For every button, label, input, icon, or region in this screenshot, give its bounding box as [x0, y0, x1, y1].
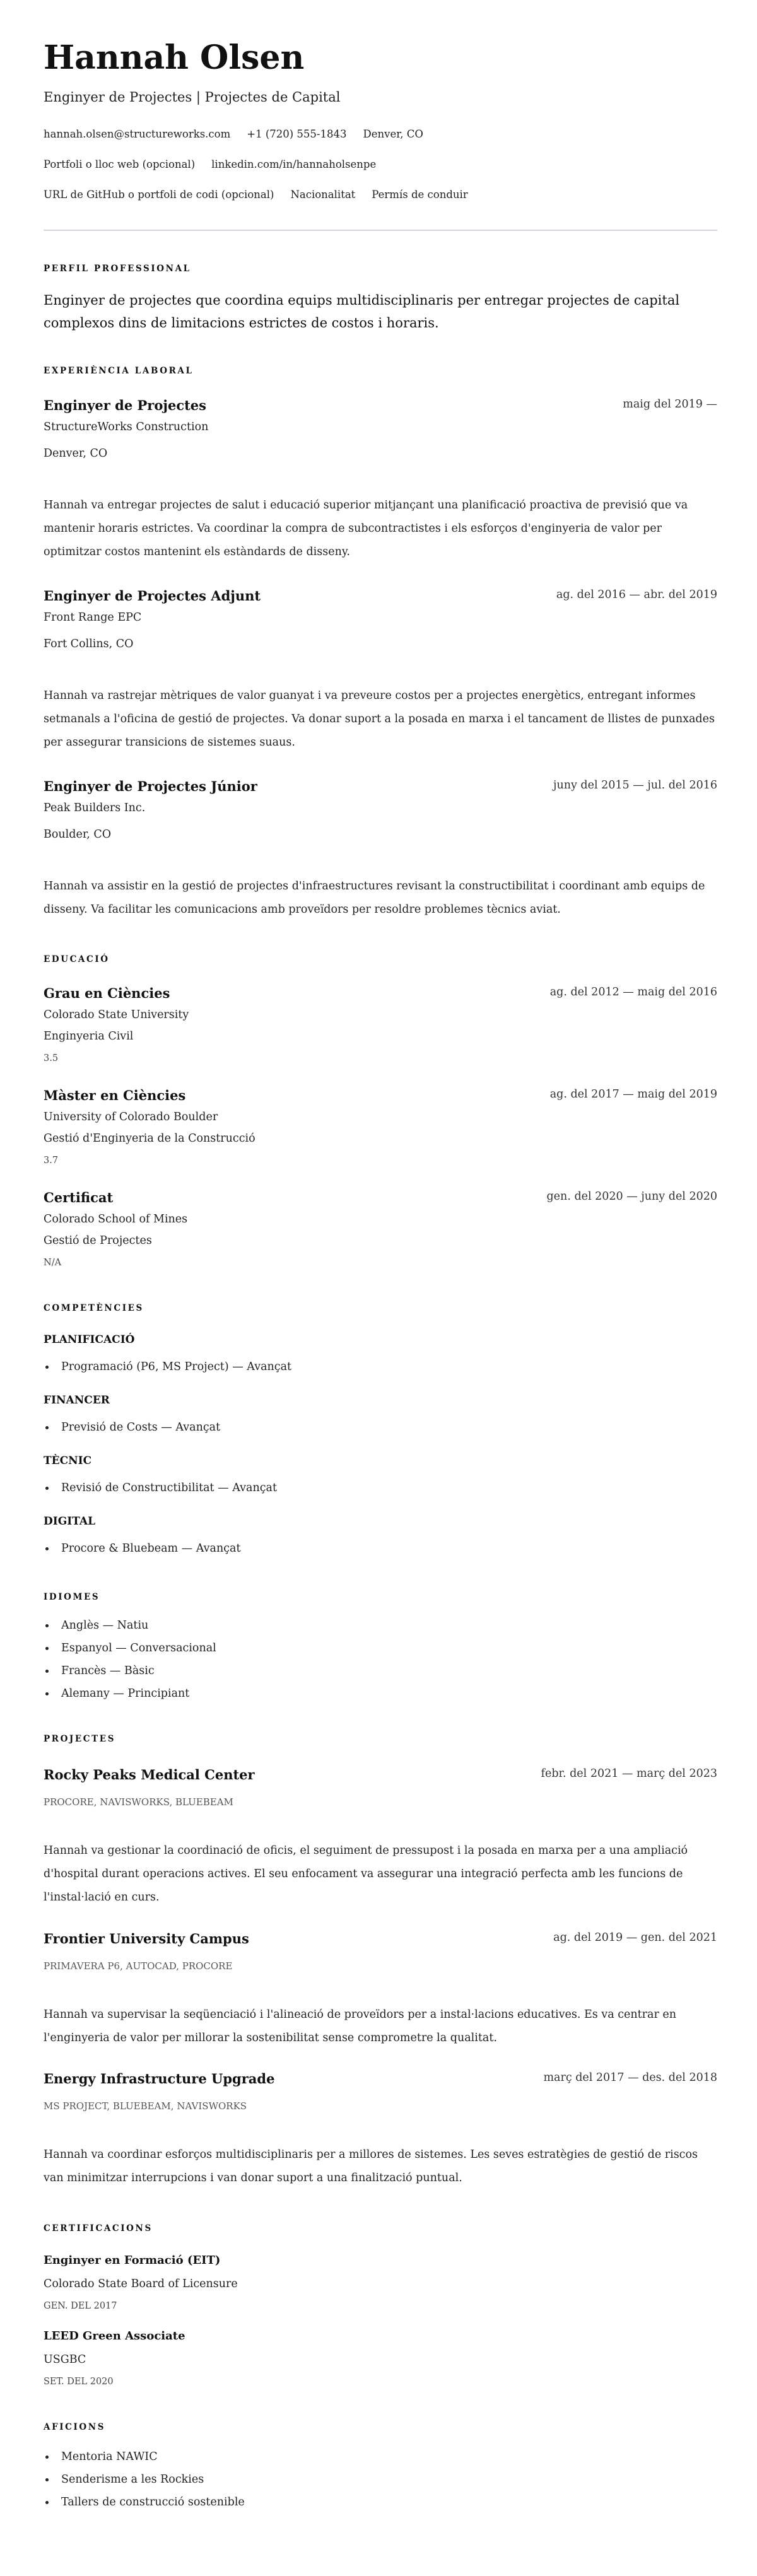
degree: Màster en Ciències — [44, 1087, 186, 1103]
job-dates: juny del 2015 — jul. del 2016 — [553, 779, 717, 792]
field-of-study: Enginyeria Civil — [44, 1030, 134, 1043]
education-entry — [44, 984, 717, 1065]
project-description: Hannah va supervisar la seqüenciació i l'alineació de proveïdors per a instal·lacions educatives. Es va centrar en l'enginyeria de valor per millorar la sostenibilitat sense comprometre la qualitat. — [44, 2008, 677, 2044]
candidate-name: Hannah Olsen — [44, 38, 305, 77]
job-location: Denver, CO — [44, 447, 108, 460]
job-title: Enginyer de Projectes Júnior — [44, 778, 257, 794]
section-heading-projects: PROJECTES — [44, 1734, 116, 1744]
project-entry — [44, 1765, 717, 1909]
job-company: Peak Builders Inc. — [44, 802, 146, 814]
section-heading-certifications: CERTIFICACIONS — [44, 2223, 153, 2234]
job-description: Hannah va rastrejar mètriques de valor guanyat i va preveure costos per a projectes energètics, entregant informes setmanals a l'oficina de gestió de projectes. Va donar suport a la posada en marxa i el tancament de llistes de punxades per assegurar transicions de sistemes suaus. — [44, 689, 715, 749]
job-dates: ag. del 2016 — abr. del 2019 — [556, 588, 717, 601]
skill-item: Revisió de Constructibilitat — Avançat — [44, 1480, 717, 1496]
portfolio-link[interactable]: Portfoli o lloc web (opcional) — [44, 158, 196, 170]
certification-entry — [44, 2328, 717, 2388]
field-of-study: Gestió d'Enginyeria de la Construcció — [44, 1132, 255, 1145]
hobby-item: Mentoria NAWIC — [44, 2445, 717, 2468]
project-entry — [44, 1929, 717, 2050]
job-title: Enginyer de Projectes Adjunt — [44, 588, 261, 604]
driving-license: Permís de conduir — [372, 189, 468, 201]
project-entry — [44, 2070, 717, 2190]
contact-row — [44, 126, 717, 143]
language-item: Alemany — Principiant — [44, 1682, 717, 1705]
project-description: Hannah va coordinar esforços multidisciplinaris per a millores de sistemes. Les seves estratègies de gestió de riscos van minimitzar interrupcions i van donar suport a una finalització puntual. — [44, 2148, 698, 2184]
project-dates: ag. del 2019 — gen. del 2021 — [553, 1931, 717, 1944]
hobby-list — [44, 2445, 717, 2514]
skill-list — [44, 1480, 717, 1496]
school: Colorado School of Mines — [44, 1213, 188, 1226]
header-divider — [44, 230, 717, 231]
certification-issuer: Colorado State Board of Licensure — [44, 2278, 238, 2290]
job-entry — [44, 587, 717, 754]
project-name: Rocky Peaks Medical Center — [44, 1767, 255, 1783]
job-location: Fort Collins, CO — [44, 638, 134, 650]
language-list — [44, 1614, 717, 1705]
job-entry — [44, 777, 717, 922]
job-description: Hannah va assistir en la gestió de projectes d'infraestructures revisant la constructibilitat i coordinant amb equips de disseny. Va facilitar les comunicacions amb proveïdors per resoldre problemes tècnics aviat. — [44, 880, 705, 916]
skill-item: Previsió de Costs — Avançat — [44, 1419, 717, 1436]
language-item: Espanyol — Conversacional — [44, 1637, 717, 1660]
job-dates: maig del 2019 — — [623, 398, 717, 411]
contact-row — [44, 187, 717, 203]
section-heading-languages: IDIOMES — [44, 1592, 100, 1602]
skill-item: Procore & Bluebeam — Avançat — [44, 1540, 717, 1557]
project-tech: PROCORE, NAVISWORKS, BLUEBEAM — [44, 1796, 233, 1808]
skill-list — [44, 1419, 717, 1436]
gpa: 3.7 — [44, 1156, 59, 1166]
gpa: N/A — [44, 1258, 62, 1268]
project-tech: MS PROJECT, BLUEBEAM, NAVISWORKS — [44, 2100, 247, 2112]
phone: +1 (720) 555-1843 — [247, 128, 347, 140]
language-item: Anglès — Natiu — [44, 1614, 717, 1637]
certification-name: LEED Green Associate — [44, 2329, 185, 2343]
education-dates: ag. del 2012 — maig del 2016 — [549, 986, 717, 998]
school: Colorado State University — [44, 1009, 189, 1021]
certification-entry — [44, 2252, 717, 2312]
project-dates: març del 2017 — des. del 2018 — [543, 2071, 717, 2084]
job-company: StructureWorks Construction — [44, 421, 209, 433]
hobby-item: Tallers de construcció sostenible — [44, 2491, 717, 2514]
nationality: Nacionalitat — [290, 189, 356, 201]
education-entry — [44, 1086, 717, 1167]
section-heading-experience: EXPERIÈNCIA LABORAL — [44, 366, 194, 376]
education-entry — [44, 1188, 717, 1269]
summary-text: Enginyer de projectes que coordina equips multidisciplinaris per entregar projectes de capital complexos dins de limitacions estrictes de costos i horaris. — [44, 293, 680, 331]
project-name: Energy Infrastructure Upgrade — [44, 2071, 275, 2087]
education-dates: ag. del 2017 — maig del 2019 — [549, 1088, 717, 1101]
field-of-study: Gestió de Projectes — [44, 1234, 152, 1247]
section-heading-summary: PERFIL PROFESSIONAL — [44, 264, 191, 274]
hobby-item: Senderisme a les Rockies — [44, 2468, 717, 2491]
certification-issuer: USGBC — [44, 2353, 86, 2366]
headline: Enginyer de Projectes | Projectes de Capital — [44, 90, 341, 105]
job-title: Enginyer de Projectes — [44, 397, 206, 413]
certification-name: Enginyer en Formació (EIT) — [44, 2254, 221, 2267]
skill-group-heading: TÈCNIC — [44, 1455, 92, 1467]
job-location: Boulder, CO — [44, 828, 112, 841]
gpa: 3.5 — [44, 1053, 59, 1063]
section-heading-education: EDUCACIÓ — [44, 954, 110, 964]
skill-group-heading: DIGITAL — [44, 1515, 96, 1528]
github-link[interactable]: URL de GitHub o portfoli de codi (opcional) — [44, 189, 274, 201]
job-description: Hannah va entregar projectes de salut i educació superior mitjançant una planificació proactiva de previsió que va mantenir horaris estrictes. Va coordinar la compra de subcontractistes i els esforços d'enginyeria de valor per optimitzar costos mantenint els estàndards de disseny. — [44, 499, 688, 558]
skill-list — [44, 1540, 717, 1557]
email-link[interactable]: hannah.olsen@structureworks.com — [44, 128, 231, 140]
project-dates: febr. del 2021 — març del 2023 — [541, 1767, 717, 1780]
linkedin-link[interactable]: linkedin.com/in/hannaholsenpe — [211, 158, 377, 170]
school: University of Colorado Boulder — [44, 1111, 218, 1123]
skill-item: Programació (P6, MS Project) — Avançat — [44, 1359, 717, 1375]
certification-date: SET. DEL 2020 — [44, 2377, 114, 2387]
section-heading-hobbies: AFICIONS — [44, 2422, 106, 2432]
project-description: Hannah va gestionar la coordinació de oficis, el seguiment de pressupost i la posada en marxa per a una ampliació d'hospital durant operacions actives. El seu enfocament va assegurar una integració perfecta amb les funcions de l'instal·lació en curs. — [44, 1844, 688, 1904]
skill-list — [44, 1359, 717, 1375]
contact-row — [44, 156, 717, 173]
education-dates: gen. del 2020 — juny del 2020 — [546, 1190, 717, 1203]
skill-group-heading: FINANCER — [44, 1394, 110, 1407]
certification-date: GEN. DEL 2017 — [44, 2301, 117, 2311]
degree: Certificat — [44, 1190, 114, 1205]
language-item: Francès — Bàsic — [44, 1660, 717, 1682]
degree: Grau en Ciències — [44, 985, 170, 1001]
project-tech: PRIMAVERA P6, AUTOCAD, PROCORE — [44, 1960, 233, 1972]
job-company: Front Range EPC — [44, 611, 142, 624]
project-name: Frontier University Campus — [44, 1931, 249, 1947]
job-entry — [44, 396, 717, 564]
section-heading-skills: COMPETÈNCIES — [44, 1303, 144, 1313]
location: Denver, CO — [363, 128, 423, 140]
skill-group-heading: PLANIFICACIÓ — [44, 1333, 135, 1346]
